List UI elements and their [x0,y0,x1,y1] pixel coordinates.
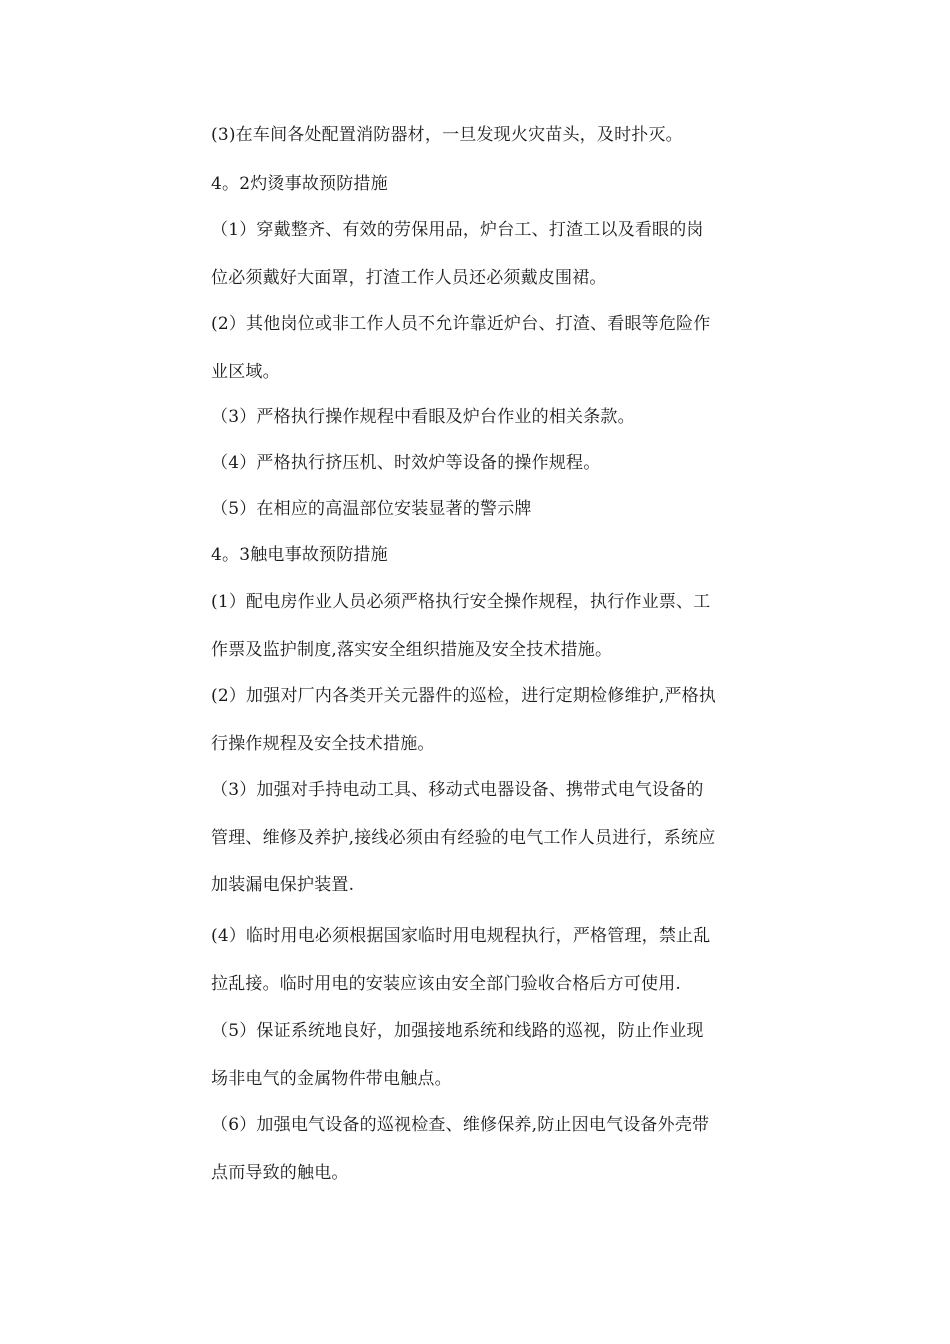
text-line: （5）在相应的高温部位安装显著的警示牌 [211,499,532,519]
text-line: 行操作规程及安全技术措施。 [211,734,435,754]
text-line: （4）严格执行挤压机、时效炉等设备的操作规程。 [211,453,601,473]
text-line: （6）加强电气设备的巡视检查、维修保养,防止因电气设备外壳带 [211,1115,710,1135]
text-line: 位必须戴好大面罩，打渣工作人员还必须戴皮围裙。 [211,268,607,288]
text-line: 加装漏电保护装置. [211,875,355,895]
text-line: （3）严格执行操作规程中看眼及炉台作业的相关条款。 [211,407,635,427]
section-heading: 4。2灼烫事故预防措施 [211,174,388,194]
text-line: (2）其他岗位或非工作人员不允许靠近炉台、打渣、看眼等危险作 [211,314,711,334]
text-line: (1）配电房作业人员必须严格执行安全操作规程，执行作业票、工 [211,592,711,612]
text-line: （3）加强对手持电动工具、移动式电器设备、携带式电气设备的 [211,780,704,800]
text-line: （5）保证系统地良好，加强接地系统和线路的巡视，防止作业现 [211,1021,704,1041]
text-line: 拉乱接。临时用电的安装应该由安全部门验收合格后方可使用. [211,974,682,994]
text-line: (2）加强对厂内各类开关元器件的巡检，进行定期检修维护,严格执 [211,686,717,706]
text-line: 作票及监护制度,落实安全组织措施及安全技术措施。 [211,640,613,660]
text-line: (3)在车间各处配置消防器材，一旦发现火灾苗头，及时扑灭。 [211,125,683,145]
text-line: 场非电气的金属物件带电触点。 [211,1069,452,1089]
section-heading: 4。3触电事故预防措施 [211,545,388,565]
text-line: （1）穿戴整齐、有效的劳保用品，炉台工、打渣工以及看眼的岗 [211,220,704,240]
text-line: 管理、维修及养护,接线必须由有经验的电气工作人员进行，系统应 [211,828,716,848]
text-line: (4）临时用电必须根据国家临时用电规程执行，严格管理，禁止乱 [211,926,711,946]
text-line: 业区域。 [211,362,280,382]
text-line: 点而导致的触电。 [211,1163,349,1183]
